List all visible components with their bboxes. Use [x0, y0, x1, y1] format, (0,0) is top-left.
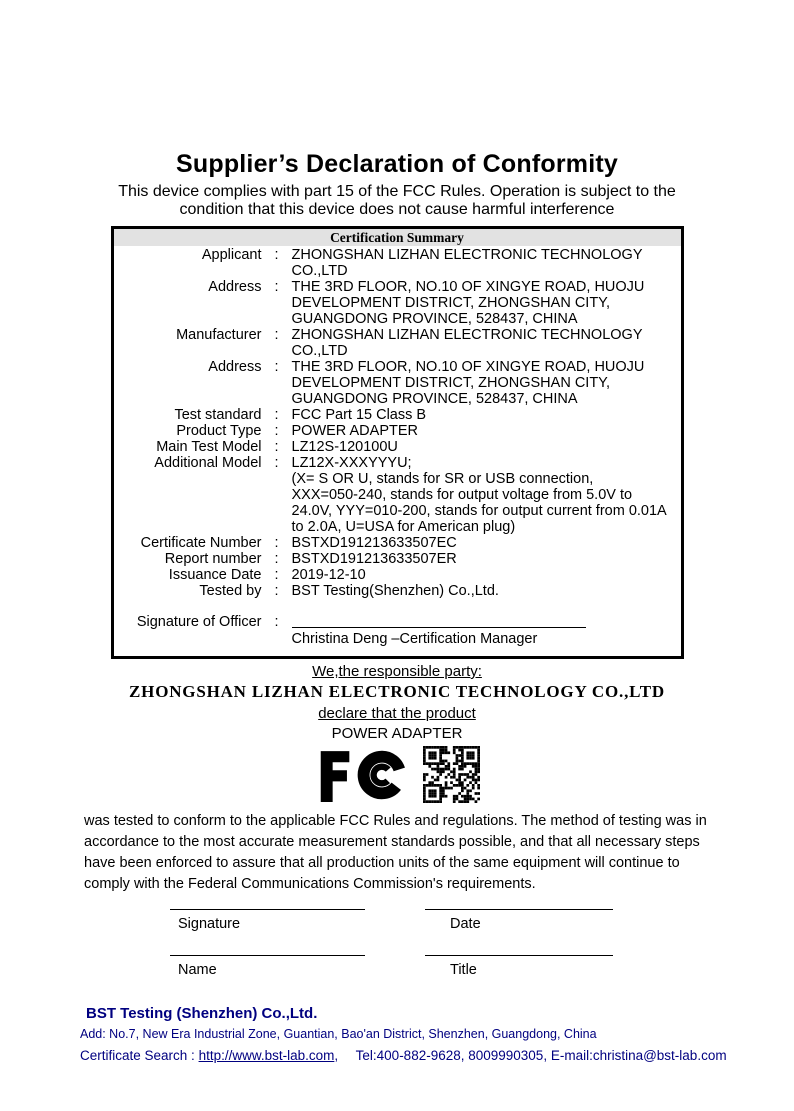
summary-row [114, 551, 673, 567]
field-value: ZHONGSHAN LIZHAN ELECTRONIC TECHNOLOGY CO.,LTD [291, 327, 643, 359]
summary-row [114, 279, 673, 327]
field-value: THE 3RD FLOOR, NO.10 OF XINGYE ROAD, HUOJU DEVELOPMENT DISTRICT, ZHONGSHAN CITY, GUANGDONG PROVINCE, 528437, CHINA [291, 279, 645, 327]
field-label: Address [208, 279, 262, 295]
field-colon: : [274, 279, 279, 295]
field-label: Issuance Date [168, 567, 262, 583]
title-label: Title [450, 962, 477, 978]
summary-row [114, 247, 673, 279]
officer-signature-row [114, 613, 681, 647]
lab-address: Add: No.7, New Era Industrial Zone, Guantian, Bao'an District, Shenzhen, Guangdong, China [80, 1027, 597, 1041]
summary-row [114, 567, 673, 583]
testing-statement-line: was tested to conform to the applicable FCC Rules and regulations. The method of testing was in [84, 813, 707, 829]
officer-signer-name: Christina Deng –Certification Manager [291, 631, 538, 647]
testing-statement-paragraph [84, 811, 716, 895]
field-value: LZ12X-XXXYYYU; (X= S OR U, stands for SR or USB connection, XXX=050-240, stands for output voltage from 5.0V to 24.0V, YYY=010-200, stands for output current from 0.01A to 2.0A, U=USA for American plug) [291, 455, 667, 535]
signature-label: Signature [178, 916, 241, 932]
field-colon: : [274, 247, 279, 263]
field-value: 2019-12-10 [291, 567, 366, 583]
date-field[interactable] [425, 909, 613, 942]
summary-row [114, 439, 673, 455]
field-value: ZHONGSHAN LIZHAN ELECTRONIC TECHNOLOGY CO.,LTD [291, 247, 643, 279]
field-label: Manufacturer [176, 327, 262, 343]
field-label: Test standard [174, 407, 262, 423]
field-value: BSTXD191213633507ER [291, 551, 457, 567]
testing-statement-line: have been enforced to assure that all production units of the same equipment will continue to [84, 855, 680, 871]
certification-summary-box [111, 226, 684, 659]
field-colon: : [274, 439, 279, 455]
field-value: POWER ADAPTER [291, 423, 418, 439]
field-label: Applicant [201, 247, 262, 263]
certificate-search-link[interactable]: http://www.bst-lab.com [198, 1048, 335, 1063]
field-label: Main Test Model [156, 439, 262, 455]
field-label: Additional Model [154, 455, 262, 471]
responsible-party-intro: We,the responsible party: [312, 663, 482, 680]
certification-summary-header: Certification Summary [114, 229, 681, 246]
field-label: Report number [164, 551, 262, 567]
footer [0, 1005, 794, 1063]
page-title: Supplier’s Declaration of Conformity [176, 150, 618, 178]
field-value: BSTXD191213633507EC [291, 535, 457, 551]
compliance-statement-line: condition that this device does not cause harmful interference [179, 201, 615, 218]
tel-email-text: Tel:400-882-9628, 8009990305, E-mail:christina@bst-lab.com [355, 1048, 727, 1063]
product-name: POWER ADAPTER [331, 725, 463, 742]
field-colon: : [274, 359, 279, 375]
summary-row [114, 423, 673, 439]
field-colon: : [274, 567, 279, 583]
responsible-party-company: ZHONGSHAN LIZHAN ELECTRONIC TECHNOLOGY CO.,LTD [129, 682, 665, 701]
signature-block [170, 909, 794, 988]
field-colon: : [274, 455, 279, 471]
testing-statement-line: accordance to the most accurate measurement standards possible, and that all necessary steps [84, 834, 700, 850]
summary-row [114, 359, 673, 407]
summary-row [114, 327, 673, 359]
field-value: BST Testing(Shenzhen) Co.,Ltd. [291, 583, 499, 599]
logo-row [0, 746, 794, 803]
field-colon: : [274, 614, 279, 630]
name-field[interactable] [170, 955, 365, 988]
field-colon: : [274, 535, 279, 551]
certificate-search-label: Certificate Search : [80, 1048, 195, 1063]
title-field[interactable] [425, 955, 613, 988]
officer-signature-line [292, 614, 586, 628]
compliance-statement-line: This device complies with part 15 of the FCC Rules. Operation is subject to the [118, 183, 676, 200]
field-value [292, 614, 673, 647]
field-label: Address [208, 359, 262, 375]
qr-code [423, 746, 480, 803]
box-bottom-spacer [114, 647, 681, 656]
name-label: Name [178, 962, 217, 978]
compliance-statement [0, 183, 794, 219]
field-label: Tested by [199, 583, 262, 599]
field-label: Product Type [176, 423, 262, 439]
field-colon: : [274, 583, 279, 599]
summary-row [114, 535, 673, 551]
field-value: FCC Part 15 Class B [291, 407, 427, 423]
field-colon: : [274, 551, 279, 567]
summary-row [114, 583, 673, 599]
summary-row [114, 455, 673, 535]
field-value: THE 3RD FLOOR, NO.10 OF XINGYE ROAD, HUOJU DEVELOPMENT DISTRICT, ZHONGSHAN CITY, GUANGDONG PROVINCE, 528437, CHINA [291, 359, 645, 407]
fcc-logo-icon [314, 748, 418, 802]
lab-company-name: BST Testing (Shenzhen) Co.,Ltd. [86, 1005, 318, 1022]
testing-statement-line: comply with the Federal Communications Commission's requirements. [84, 876, 536, 892]
signature-field[interactable] [170, 909, 365, 942]
link-separator: , [334, 1048, 339, 1063]
field-colon: : [274, 327, 279, 343]
certification-summary-rows [114, 246, 681, 599]
field-colon: : [274, 423, 279, 439]
field-colon: : [274, 407, 279, 423]
field-value: LZ12S-120100U [291, 439, 398, 455]
field-label: Signature of Officer [136, 614, 262, 630]
summary-row [114, 407, 673, 423]
field-label: Certificate Number [140, 535, 262, 551]
lab-contact-line [80, 1048, 794, 1063]
declare-product-line: declare that the product [318, 705, 476, 722]
date-label: Date [450, 916, 481, 932]
